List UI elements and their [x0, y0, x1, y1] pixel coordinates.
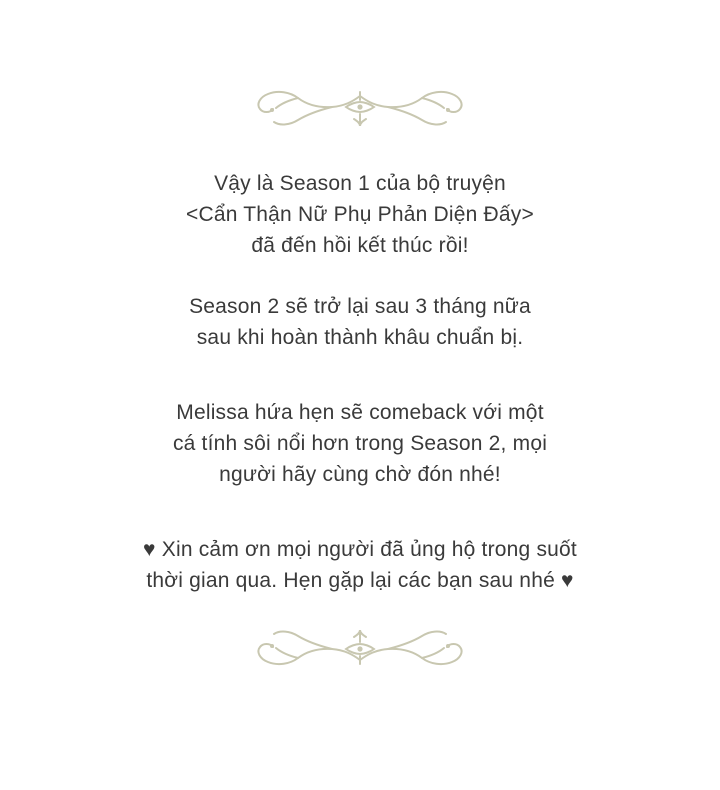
- message-line: thời gian qua. Hẹn gặp lại các bạn sau nhé ♥: [146, 569, 574, 592]
- message-line: ♥ Xin cảm ơn mọi người đã ủng hộ trong suốt: [143, 538, 577, 561]
- message-line: Season 2 sẽ trở lại sau 3 tháng nữa: [189, 295, 531, 318]
- message-paragraph-thanks: [50, 534, 670, 596]
- decorative-flourish-top-icon: [220, 86, 500, 132]
- message-line: người hãy cùng chờ đón nhé!: [219, 463, 501, 486]
- message-paragraph: [50, 397, 670, 490]
- message-line: Melissa hứa hẹn sẽ comeback với một: [176, 401, 544, 424]
- message-line: sau khi hoàn thành khâu chuẩn bị.: [196, 326, 524, 349]
- message-paragraph: [50, 168, 670, 261]
- message-line: đã đến hồi kết thúc rồi!: [251, 234, 469, 257]
- message-line: <Cẩn Thận Nữ Phụ Phản Diện Đấy>: [186, 203, 534, 226]
- message-line: Vậy là Season 1 của bộ truyện: [214, 172, 506, 195]
- message-paragraph: [50, 291, 670, 353]
- message-line: cá tính sôi nổi hơn trong Season 2, mọi: [172, 432, 548, 455]
- announcement-message: [50, 168, 670, 596]
- decorative-flourish-bottom-icon: [220, 624, 500, 670]
